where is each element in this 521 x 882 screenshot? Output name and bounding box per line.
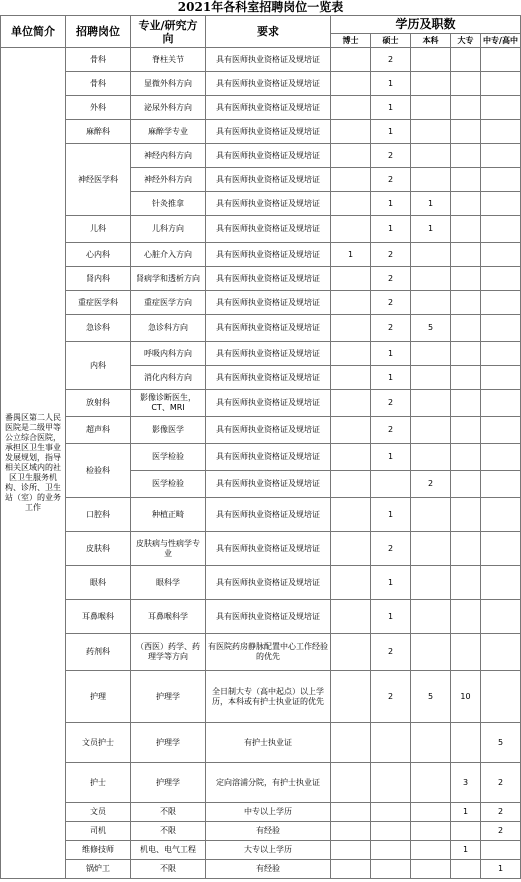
table-body [1,48,521,879]
table-row [1,532,521,566]
major-cell: 医学检验 [131,471,206,498]
header-post: 招聘岗位 [66,16,131,48]
secondary-count-cell [481,72,521,96]
secondary-count-cell: 5 [481,723,521,763]
header-requirement: 要求 [206,16,331,48]
bachelor-count-cell [411,342,451,366]
requirement-cell: 具有医师执业资格证及规培证 [206,417,331,444]
major-cell: 护理学 [131,671,206,723]
dept-cell: 护理 [66,671,131,723]
requirement-cell: 具有医师执业资格证及规培证 [206,96,331,120]
phd-count-cell [331,366,371,390]
secondary-count-cell: 2 [481,822,521,841]
table-row [1,417,521,444]
dept-cell: 外科 [66,96,131,120]
requirement-cell: 具有医师执业资格证及规培证 [206,144,331,168]
phd-count-cell [331,267,371,291]
table-row [1,243,521,267]
phd-count-cell [331,96,371,120]
phd-count-cell [331,498,371,532]
sheet-title: 2021年各科室招聘岗位一览表 [177,0,344,14]
master-count-cell: 1 [371,444,411,471]
college-count-cell [451,120,481,144]
table-row [1,444,521,471]
requirement-cell: 具有医师执业资格证及规培证 [206,390,331,417]
bachelor-count-cell [411,498,451,532]
phd-count-cell [331,860,371,879]
bachelor-count-cell [411,291,451,315]
requirement-cell: 具有医师执业资格证及规培证 [206,498,331,532]
table-row [1,634,521,671]
bachelor-count-cell [411,723,451,763]
dept-cell: 检验科 [66,444,131,498]
secondary-count-cell [481,192,521,216]
table-row [1,566,521,600]
phd-count-cell [331,72,371,96]
header-secondary: 中专/高中 [481,34,521,48]
table-row [1,498,521,532]
phd-count-cell [331,342,371,366]
college-count-cell [451,168,481,192]
bachelor-count-cell [411,267,451,291]
bachelor-count-cell [411,841,451,860]
master-count-cell: 2 [371,144,411,168]
header-master: 硕士 [371,34,411,48]
bachelor-count-cell [411,72,451,96]
dept-cell: 儿科 [66,216,131,243]
dept-cell: 口腔科 [66,498,131,532]
secondary-count-cell [481,471,521,498]
unit-description: 番禺区第二人民医院是二级甲等公立综合医院，承担区卫生事业发展规划，指导相关区域内的社区卫生服务机构、诊所、卫生站（室）的业务工作 [1,48,66,879]
dept-cell: 肾内科 [66,267,131,291]
college-count-cell [451,634,481,671]
phd-count-cell [331,444,371,471]
college-count-cell [451,144,481,168]
bachelor-count-cell [411,366,451,390]
master-count-cell: 2 [371,243,411,267]
master-count-cell [371,822,411,841]
major-cell: 护理学 [131,763,206,803]
major-cell: 不限 [131,822,206,841]
master-count-cell: 2 [371,315,411,342]
major-cell: （西医）药学、药理学等方向 [131,634,206,671]
dept-cell: 重症医学科 [66,291,131,315]
major-cell: 重症医学方向 [131,291,206,315]
phd-count-cell [331,566,371,600]
requirement-cell: 具有医师执业资格证及规培证 [206,192,331,216]
college-count-cell [451,390,481,417]
college-count-cell: 1 [451,841,481,860]
table-row [1,841,521,860]
major-cell: 影像医学 [131,417,206,444]
secondary-count-cell [481,390,521,417]
requirement-cell: 具有医师执业资格证及规培证 [206,243,331,267]
bachelor-count-cell [411,48,451,72]
secondary-count-cell [481,366,521,390]
dept-cell: 护士 [66,763,131,803]
dept-cell: 超声科 [66,417,131,444]
phd-count-cell [331,216,371,243]
master-count-cell: 1 [371,120,411,144]
table-row [1,96,521,120]
major-cell: 心脏介入方向 [131,243,206,267]
requirement-cell: 有护士执业证 [206,723,331,763]
major-cell: 不限 [131,803,206,822]
secondary-count-cell: 2 [481,763,521,803]
major-cell: 泌尿外科方向 [131,96,206,120]
requirement-cell: 有经验 [206,822,331,841]
table-row [1,267,521,291]
secondary-count-cell [481,96,521,120]
requirement-cell: 具有医师执业资格证及规培证 [206,120,331,144]
college-count-cell: 3 [451,763,481,803]
major-cell: 神经内科方向 [131,144,206,168]
phd-count-cell [331,291,371,315]
phd-count-cell [331,723,371,763]
bachelor-count-cell [411,444,451,471]
dept-cell: 耳鼻喉科 [66,600,131,634]
major-cell: 机电、电气工程 [131,841,206,860]
major-cell: 消化内科方向 [131,366,206,390]
requirement-cell: 具有医师执业资格证及规培证 [206,48,331,72]
master-count-cell: 1 [371,96,411,120]
header-bachelor: 本科 [411,34,451,48]
master-count-cell [371,860,411,879]
bachelor-count-cell: 5 [411,315,451,342]
table-row [1,600,521,634]
phd-count-cell [331,315,371,342]
major-cell: 急诊科方向 [131,315,206,342]
college-count-cell [451,498,481,532]
college-count-cell [451,315,481,342]
recruitment-table [0,15,521,879]
master-count-cell: 1 [371,192,411,216]
phd-count-cell [331,634,371,671]
master-count-cell: 2 [371,634,411,671]
phd-count-cell [331,192,371,216]
major-cell: 护理学 [131,723,206,763]
dept-cell: 维修技师 [66,841,131,860]
bachelor-count-cell [411,243,451,267]
major-cell: 肾病学和透析方向 [131,267,206,291]
requirement-cell: 具有医师执业资格证及规培证 [206,471,331,498]
phd-count-cell [331,671,371,723]
bachelor-count-cell [411,96,451,120]
header-education: 学历及职数 [331,16,521,34]
requirement-cell: 具有医师执业资格证及规培证 [206,366,331,390]
phd-count-cell [331,822,371,841]
requirement-cell: 全日制大专（高中起点）以上学历，本科或有护士执业证的优先 [206,671,331,723]
bachelor-count-cell [411,822,451,841]
dept-cell: 骨科 [66,72,131,96]
master-count-cell: 2 [371,48,411,72]
master-count-cell [371,471,411,498]
master-count-cell: 1 [371,566,411,600]
master-count-cell [371,841,411,860]
college-count-cell [451,600,481,634]
table-row [1,390,521,417]
phd-count-cell [331,763,371,803]
master-count-cell: 2 [371,532,411,566]
table-row [1,763,521,803]
bachelor-count-cell [411,600,451,634]
header-phd: 博士 [331,34,371,48]
college-count-cell [451,96,481,120]
bachelor-count-cell [411,417,451,444]
major-cell: 医学检验 [131,444,206,471]
college-count-cell [451,532,481,566]
secondary-count-cell [481,841,521,860]
college-count-cell [451,471,481,498]
phd-count-cell [331,120,371,144]
secondary-count-cell [481,291,521,315]
requirement-cell: 具有医师执业资格证及规培证 [206,600,331,634]
dept-cell: 麻醉科 [66,120,131,144]
bachelor-count-cell [411,763,451,803]
table-row [1,291,521,315]
phd-count-cell [331,48,371,72]
secondary-count-cell [481,634,521,671]
secondary-count-cell [481,216,521,243]
master-count-cell: 1 [371,216,411,243]
dept-cell: 急诊科 [66,315,131,342]
dept-cell: 文员护士 [66,723,131,763]
table-row [1,144,521,168]
table-row [1,216,521,243]
dept-cell: 司机 [66,822,131,841]
secondary-count-cell [481,671,521,723]
master-count-cell: 1 [371,342,411,366]
master-count-cell [371,723,411,763]
bachelor-count-cell [411,634,451,671]
secondary-count-cell [481,144,521,168]
dept-cell: 文员 [66,803,131,822]
dept-cell: 眼科 [66,566,131,600]
phd-count-cell [331,532,371,566]
major-cell: 显微外科方向 [131,72,206,96]
secondary-count-cell [481,417,521,444]
bachelor-count-cell [411,168,451,192]
college-count-cell [451,822,481,841]
master-count-cell: 2 [371,168,411,192]
table-row [1,315,521,342]
table-row [1,803,521,822]
major-cell: 影像诊断医生，CT、MRI [131,390,206,417]
secondary-count-cell: 2 [481,803,521,822]
major-cell: 耳鼻喉科学 [131,600,206,634]
dept-cell: 药剂科 [66,634,131,671]
requirement-cell: 具有医师执业资格证及规培证 [206,342,331,366]
college-count-cell: 1 [451,803,481,822]
secondary-count-cell [481,168,521,192]
secondary-count-cell [481,342,521,366]
requirement-cell: 具有医师执业资格证及规培证 [206,315,331,342]
requirement-cell: 具有医师执业资格证及规培证 [206,566,331,600]
secondary-count-cell [481,243,521,267]
major-cell: 种植正畸 [131,498,206,532]
requirement-cell: 具有医师执业资格证及规培证 [206,216,331,243]
master-count-cell: 2 [371,390,411,417]
secondary-count-cell [481,267,521,291]
dept-cell: 皮肤科 [66,532,131,566]
college-count-cell [451,417,481,444]
major-cell: 针灸推拿 [131,192,206,216]
phd-count-cell [331,390,371,417]
requirement-cell: 具有医师执业资格证及规培证 [206,267,331,291]
college-count-cell [451,566,481,600]
college-count-cell [451,216,481,243]
secondary-count-cell [481,444,521,471]
dept-cell: 内科 [66,342,131,390]
phd-count-cell [331,417,371,444]
major-cell: 麻醉学专业 [131,120,206,144]
secondary-count-cell [481,532,521,566]
master-count-cell: 2 [371,417,411,444]
bachelor-count-cell [411,390,451,417]
bachelor-count-cell [411,566,451,600]
bachelor-count-cell [411,120,451,144]
secondary-count-cell [481,600,521,634]
bachelor-count-cell: 2 [411,471,451,498]
secondary-count-cell [481,315,521,342]
dept-cell: 锅炉工 [66,860,131,879]
requirement-cell: 有经验 [206,860,331,879]
requirement-cell: 中专以上学历 [206,803,331,822]
major-cell: 不限 [131,860,206,879]
bachelor-count-cell: 1 [411,216,451,243]
secondary-count-cell [481,120,521,144]
table-row [1,342,521,366]
phd-count-cell [331,144,371,168]
master-count-cell: 1 [371,366,411,390]
master-count-cell [371,763,411,803]
table-row [1,723,521,763]
header-major: 专业/研究方向 [131,16,206,48]
requirement-cell: 具有医师执业资格证及规培证 [206,72,331,96]
phd-count-cell: 1 [331,243,371,267]
college-count-cell [451,48,481,72]
table-row [1,72,521,96]
table-row [1,822,521,841]
requirement-cell: 具有医师执业资格证及规培证 [206,168,331,192]
major-cell: 神经外科方向 [131,168,206,192]
phd-count-cell [331,471,371,498]
secondary-count-cell: 1 [481,860,521,879]
major-cell: 脊柱关节 [131,48,206,72]
phd-count-cell [331,168,371,192]
requirement-cell: 有医院药房静脉配置中心工作经验的优先 [206,634,331,671]
major-cell: 眼科学 [131,566,206,600]
table-row [1,48,521,72]
requirement-cell: 定向溶浦分院，有护士执业证 [206,763,331,803]
college-count-cell [451,291,481,315]
college-count-cell [451,243,481,267]
bachelor-count-cell [411,532,451,566]
college-count-cell [451,444,481,471]
college-count-cell [451,267,481,291]
secondary-count-cell [481,498,521,532]
master-count-cell: 1 [371,600,411,634]
requirement-cell: 具有医师执业资格证及规培证 [206,444,331,471]
college-count-cell [451,860,481,879]
bachelor-count-cell [411,860,451,879]
header-college: 大专 [451,34,481,48]
college-count-cell [451,723,481,763]
college-count-cell [451,192,481,216]
bachelor-count-cell: 5 [411,671,451,723]
master-count-cell: 1 [371,498,411,532]
master-count-cell: 2 [371,267,411,291]
bachelor-count-cell [411,144,451,168]
dept-cell: 心内科 [66,243,131,267]
dept-cell: 放射科 [66,390,131,417]
secondary-count-cell [481,48,521,72]
master-count-cell: 1 [371,72,411,96]
dept-cell: 神经医学科 [66,144,131,216]
table-row [1,671,521,723]
major-cell: 皮肤病与性病学专业 [131,532,206,566]
secondary-count-cell [481,566,521,600]
bachelor-count-cell [411,803,451,822]
major-cell: 儿科方向 [131,216,206,243]
table-row [1,860,521,879]
requirement-cell: 大专以上学历 [206,841,331,860]
requirement-cell: 具有医师执业资格证及规培证 [206,532,331,566]
college-count-cell [451,342,481,366]
table-row [1,120,521,144]
master-count-cell: 2 [371,671,411,723]
requirement-cell: 具有医师执业资格证及规培证 [206,291,331,315]
header-unit: 单位简介 [1,16,66,48]
college-count-cell [451,366,481,390]
major-cell: 呼吸内科方向 [131,342,206,366]
phd-count-cell [331,841,371,860]
phd-count-cell [331,803,371,822]
college-count-cell [451,72,481,96]
master-count-cell: 2 [371,291,411,315]
college-count-cell: 10 [451,671,481,723]
master-count-cell [371,803,411,822]
dept-cell: 骨科 [66,48,131,72]
bachelor-count-cell: 1 [411,192,451,216]
phd-count-cell [331,600,371,634]
